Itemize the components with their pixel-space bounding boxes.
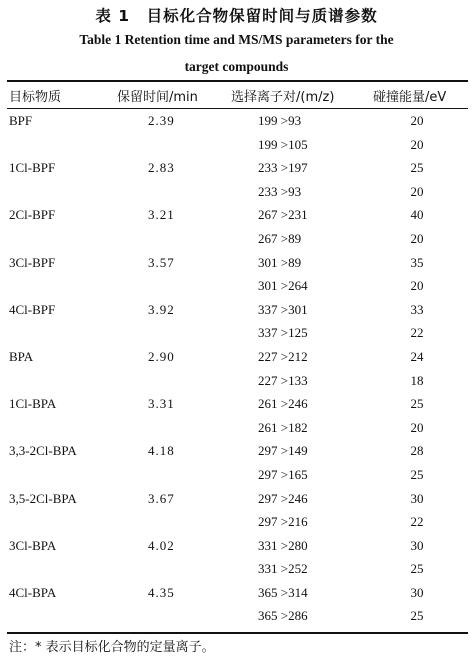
table-row — [0, 109, 473, 133]
cell-ion-pair: 227 >212 — [258, 348, 308, 364]
cell-compound: 4Cl-BPA — [9, 584, 57, 600]
cell-collision-energy: 20 — [410, 113, 424, 128]
table-row — [0, 534, 473, 558]
cell-compound: BPA — [9, 348, 34, 364]
cell-collision-energy: 28 — [410, 443, 424, 459]
table-row — [0, 392, 473, 416]
table-row — [0, 581, 473, 605]
cell-ion-pair: 365 >314 — [258, 584, 308, 600]
cell-ion-pair: 297 >149 — [258, 443, 308, 459]
cell-collision-energy: 40 — [410, 207, 424, 223]
table-top-rule — [7, 80, 468, 82]
cell-ion-pair: 297 >165 — [258, 466, 308, 482]
table-row — [0, 557, 473, 581]
cell-ion-pair: 331 >252 — [258, 561, 308, 577]
header-ion-pair: 选择离子对/(m/z) — [231, 90, 335, 105]
table-row — [0, 487, 473, 511]
cell-collision-energy: 35 — [410, 254, 424, 270]
cell-ion-pair: 297 >246 — [258, 490, 308, 506]
cell-collision-energy: 25 — [410, 396, 424, 412]
cell-ion-pair: 301 >264 — [258, 278, 308, 294]
table-row — [0, 604, 473, 628]
cell-collision-energy: 30 — [410, 490, 424, 506]
header-retention-time: 保留时间/min — [117, 90, 198, 105]
table-row — [0, 416, 473, 440]
cell-collision-energy: 30 — [410, 537, 424, 553]
cell-compound: 3,5-2Cl-BPA — [9, 490, 77, 506]
cell-ion-pair: 365 >286 — [258, 608, 308, 624]
cell-ion-pair: 261 >182 — [258, 419, 308, 435]
cell-collision-energy: 22 — [410, 325, 424, 341]
table-row — [0, 439, 473, 463]
cell-retention-time: 3.92 — [148, 301, 175, 317]
table-body — [0, 109, 473, 628]
cell-retention-time: 3.21 — [148, 207, 175, 223]
cell-collision-energy: 25 — [410, 466, 424, 482]
cell-collision-energy: 18 — [410, 372, 424, 388]
cell-retention-time: 2.83 — [148, 160, 175, 176]
cell-retention-time: 2.39 — [148, 113, 175, 128]
cell-collision-energy: 22 — [410, 514, 424, 530]
cell-ion-pair: 233 >93 — [258, 183, 302, 199]
table-row — [0, 180, 473, 204]
table-row — [0, 274, 473, 298]
cell-compound: 1Cl-BPA — [9, 396, 57, 412]
cell-collision-energy: 20 — [410, 230, 424, 246]
cell-retention-time: 4.35 — [148, 584, 175, 600]
table-row — [0, 463, 473, 487]
cell-ion-pair: 199 >105 — [258, 136, 308, 152]
cell-ion-pair: 301 >89 — [258, 254, 302, 270]
cell-ion-pair: 297 >216 — [258, 514, 308, 530]
cell-retention-time: 4.02 — [148, 537, 175, 553]
cell-collision-energy: 20 — [410, 183, 424, 199]
cell-retention-time: 4.18 — [148, 443, 175, 459]
table-bottom-rule — [7, 632, 468, 634]
cell-compound: 1Cl-BPF — [9, 160, 56, 176]
cell-ion-pair: 267 >231 — [258, 207, 308, 223]
cell-ion-pair: 267 >89 — [258, 230, 302, 246]
cell-ion-pair: 337 >301 — [258, 301, 308, 317]
table-row — [0, 510, 473, 534]
table-caption-en-line2: target compounds — [184, 59, 289, 74]
cell-collision-energy: 25 — [410, 608, 424, 624]
cell-collision-energy: 33 — [410, 301, 424, 317]
table-row — [0, 298, 473, 322]
cell-compound: 3Cl-BPF — [9, 254, 56, 270]
table-footnote: 注：* 表示目标化合物的定量离子。 — [9, 640, 215, 655]
header-compound: 目标物质 — [9, 90, 62, 105]
cell-collision-energy: 25 — [410, 160, 424, 176]
cell-ion-pair: 233 >197 — [258, 160, 308, 176]
table-caption-en-line1: Table 1 Retention time and MS/MS parameters for the — [79, 32, 394, 47]
cell-ion-pair: 331 >280 — [258, 537, 308, 553]
header-collision-energy: 碰撞能量/eV — [373, 90, 447, 105]
cell-compound: 2Cl-BPF — [9, 207, 56, 223]
table-caption-cn: 表 1 目标化合物保留时间与质谱参数 — [95, 7, 378, 25]
table-row — [0, 321, 473, 345]
cell-collision-energy: 20 — [410, 419, 424, 435]
cell-collision-energy: 20 — [410, 278, 424, 294]
cell-ion-pair: 199 >93 — [258, 113, 302, 128]
cell-collision-energy: 25 — [410, 561, 424, 577]
cell-collision-energy: 20 — [410, 136, 424, 152]
cell-retention-time: 2.90 — [148, 348, 175, 364]
cell-retention-time: 3.67 — [148, 490, 175, 506]
table-row — [0, 133, 473, 157]
cell-compound: BPF — [9, 113, 33, 128]
cell-retention-time: 3.31 — [148, 396, 175, 412]
cell-compound: 4Cl-BPF — [9, 301, 56, 317]
table-row — [0, 369, 473, 393]
cell-ion-pair: 227 >133 — [258, 372, 308, 388]
cell-collision-energy: 24 — [410, 348, 424, 364]
table-row — [0, 203, 473, 227]
table-row — [0, 345, 473, 369]
cell-compound: 3,3-2Cl-BPA — [9, 443, 77, 459]
table-row — [0, 156, 473, 180]
cell-ion-pair: 337 >125 — [258, 325, 308, 341]
cell-compound: 3Cl-BPA — [9, 537, 57, 553]
table-row — [0, 227, 473, 251]
cell-ion-pair: 261 >246 — [258, 396, 308, 412]
cell-collision-energy: 30 — [410, 584, 424, 600]
table-row — [0, 251, 473, 275]
cell-retention-time: 3.57 — [148, 254, 175, 270]
